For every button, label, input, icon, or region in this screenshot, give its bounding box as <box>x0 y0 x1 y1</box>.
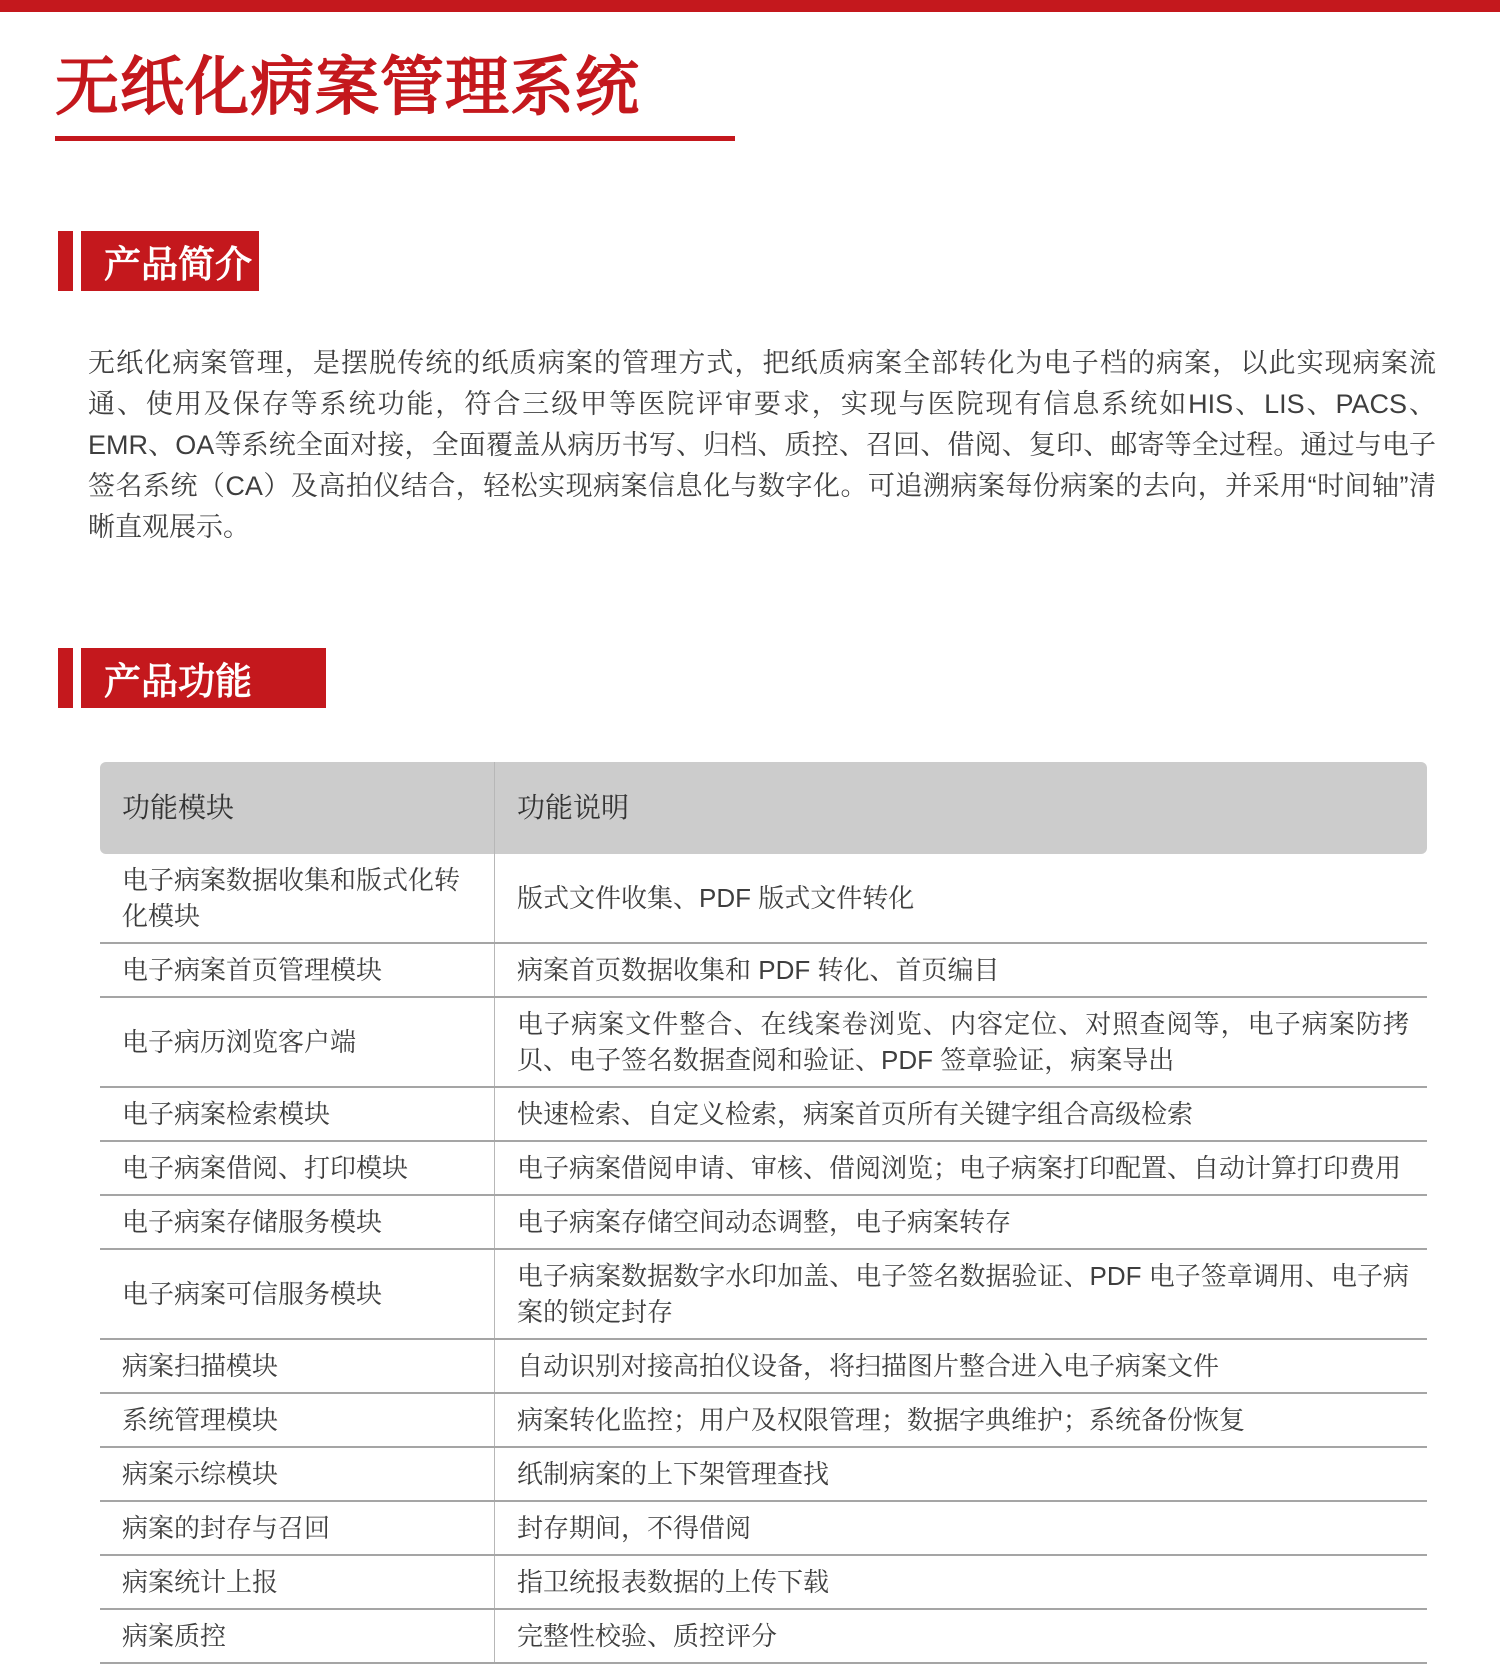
module-name: 病案的封存与召回 <box>122 1513 331 1544</box>
table-row <box>100 854 1427 944</box>
table-row <box>100 1250 1427 1340</box>
table-row <box>100 1196 1427 1250</box>
module-cell <box>100 1340 495 1392</box>
description-cell <box>495 944 1427 996</box>
description-cell <box>495 1340 1427 1392</box>
module-description: 电子病案借阅申请、审核、借阅浏览；电子病案打印配置、自动计算打印费用 <box>517 1153 1402 1184</box>
description-cell <box>495 1142 1427 1194</box>
module-cell <box>100 1502 495 1554</box>
module-description: 电子病案文件整合、在线案卷浏览、内容定位、对照查阅等，电子病案防拷贝、电子签名数据查阅和验证、PDF 签章验证，病案导出 <box>517 1009 1409 1076</box>
module-name: 病案扫描模块 <box>122 1351 279 1382</box>
description-cell <box>495 1196 1427 1248</box>
description-cell <box>495 1088 1427 1140</box>
module-name: 病案统计上报 <box>122 1567 279 1598</box>
section-heading-intro: 产品简介 <box>81 231 259 291</box>
column-header-description: 功能说明 <box>517 792 630 824</box>
table-row <box>100 1142 1427 1196</box>
table-row <box>100 944 1427 998</box>
feature-table-body <box>100 854 1427 1664</box>
description-cell <box>495 1448 1427 1500</box>
module-name: 电子病历浏览客户端 <box>122 1027 357 1058</box>
module-cell <box>100 1250 495 1338</box>
table-row <box>100 1502 1427 1556</box>
module-description: 版式文件收集、PDF 版式文件转化 <box>517 883 915 914</box>
feature-table <box>100 762 1427 1664</box>
table-row <box>100 1448 1427 1502</box>
description-cell <box>495 1250 1427 1338</box>
module-cell <box>100 1610 495 1662</box>
description-cell <box>495 1556 1427 1608</box>
module-name: 病案示综模块 <box>122 1459 279 1490</box>
module-cell <box>100 854 495 942</box>
module-cell <box>100 1196 495 1248</box>
module-name: 系统管理模块 <box>122 1405 279 1436</box>
section-header-features <box>58 648 1500 708</box>
module-description: 指卫统报表数据的上传下载 <box>517 1567 830 1598</box>
section-heading-features: 产品功能 <box>81 648 326 708</box>
module-name: 电子病案可信服务模块 <box>122 1279 383 1310</box>
module-cell <box>100 1394 495 1446</box>
description-cell <box>495 854 1427 942</box>
module-cell <box>100 944 495 996</box>
module-name: 电子病案存储服务模块 <box>122 1207 383 1238</box>
intro-paragraph: 无纸化病案管理，是摆脱传统的纸质病案的管理方式，把纸质病案全部转化为电子档的病案，以此实现病案流通、使用及保存等系统功能，符合三级甲等医院评审要求，实现与医院现有信息系统如HIS、LIS、PACS、EMR、OA等系统全面对接，全面覆盖从病历书写、归档、质控、召回、借阅、复印、邮寄等全过程。通过与电子签名系统（CA）及高拍仪结合，轻松实现病案信息化与数字化。可追溯病案每份病案的去向，并采用“时间轴”清晰直观展示。 <box>88 348 1436 543</box>
module-description: 完整性校验、质控评分 <box>517 1621 778 1652</box>
module-cell <box>100 1142 495 1194</box>
section-accent-bar <box>58 648 73 708</box>
module-name: 电子病案数据收集和版式化转化模块 <box>122 865 461 932</box>
table-row <box>100 1088 1427 1142</box>
table-row <box>100 998 1427 1088</box>
module-description: 自动识别对接高拍仪设备，将扫描图片整合进入电子病案文件 <box>517 1351 1220 1382</box>
module-description: 病案转化监控；用户及权限管理；数据字典维护；系统备份恢复 <box>517 1405 1246 1436</box>
module-name: 电子病案检索模块 <box>122 1099 331 1130</box>
module-cell <box>100 1088 495 1140</box>
module-cell <box>100 1556 495 1608</box>
description-cell <box>495 1502 1427 1554</box>
module-name: 电子病案首页管理模块 <box>122 955 383 986</box>
module-name: 病案质控 <box>122 1621 227 1652</box>
top-accent-bar <box>0 0 1500 12</box>
section-accent-bar <box>58 231 73 291</box>
title-underline <box>55 136 735 141</box>
table-row <box>100 1340 1427 1394</box>
module-description: 电子病案数据数字水印加盖、电子签名数据验证、PDF 电子签章调用、电子病案的锁定封存 <box>517 1261 1409 1328</box>
page-title: 无纸化病案管理系统 <box>55 51 640 123</box>
module-cell <box>100 998 495 1086</box>
column-header-module: 功能模块 <box>100 762 495 854</box>
description-cell <box>495 1610 1427 1662</box>
table-header-row <box>100 762 1427 854</box>
module-description: 纸制病案的上下架管理查找 <box>517 1459 830 1490</box>
section-header-intro <box>58 231 1500 291</box>
module-description: 封存期间，不得借阅 <box>517 1513 752 1544</box>
description-cell <box>495 998 1427 1086</box>
module-description: 病案首页数据收集和 PDF 转化、首页编目 <box>517 955 1000 986</box>
module-description: 电子病案存储空间动态调整，电子病案转存 <box>517 1207 1012 1238</box>
table-row <box>100 1610 1427 1664</box>
module-name: 电子病案借阅、打印模块 <box>122 1153 409 1184</box>
module-description: 快速检索、自定义检索，病案首页所有关键字组合高级检索 <box>517 1099 1194 1130</box>
module-cell <box>100 1448 495 1500</box>
table-row <box>100 1394 1427 1448</box>
table-row <box>100 1556 1427 1610</box>
description-cell <box>495 1394 1427 1446</box>
